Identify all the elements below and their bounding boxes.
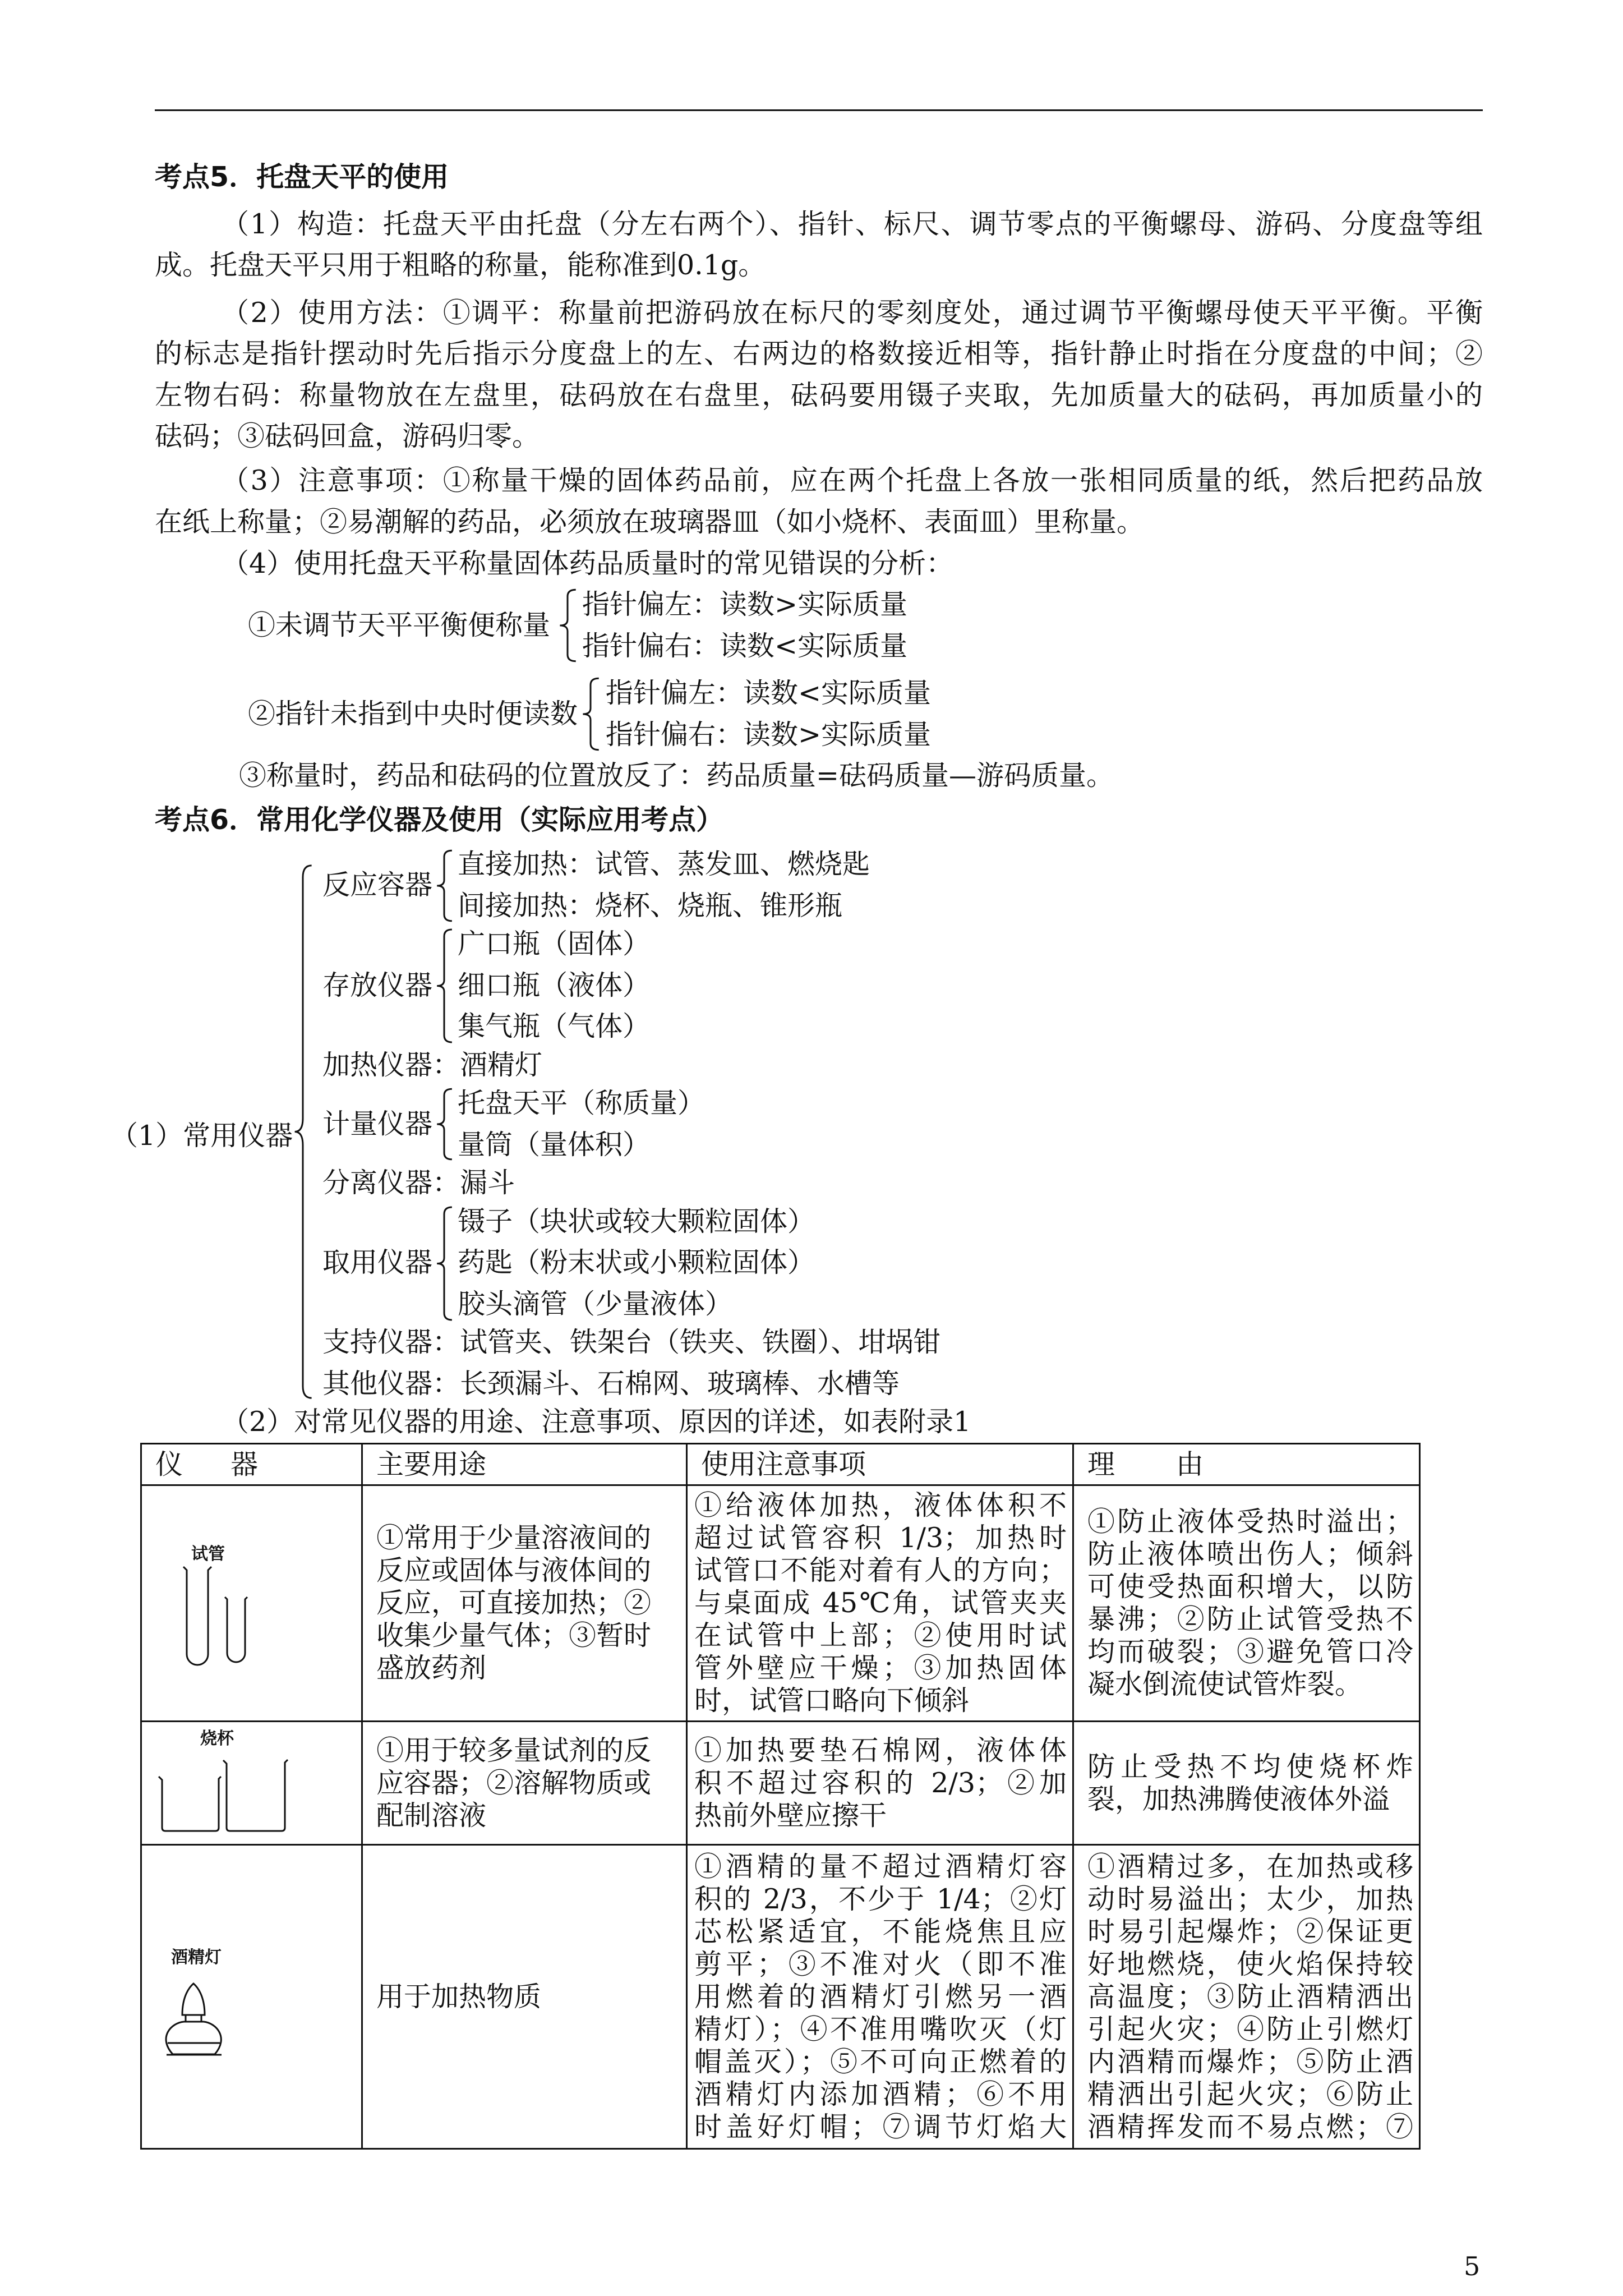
cell-text-line: 高温度；③防止酒精洒出	[1087, 1980, 1413, 2013]
instrument-label: 试管	[191, 1544, 225, 1564]
instrument-table	[140, 1443, 1421, 2150]
cell-text-line: 防止受热不均使烧杯炸	[1087, 1750, 1413, 1783]
cell-text-line: 精洒出引起火灾；⑥防止	[1087, 2078, 1413, 2110]
cell-text-line: 在试管中上部；②使用时试	[694, 1619, 1067, 1651]
paragraph-line: 在纸上称量；②易潮解的药品，必须放在玻璃器皿（如小烧杯、表面皿）里称量。	[155, 506, 1145, 538]
cell-text-line: 剪平；③不准对火（即不准	[694, 1948, 1067, 1980]
cell-text-line: ①酒精的量不超过酒精灯容	[694, 1850, 1067, 1883]
alcohol-lamp-figure	[142, 1846, 361, 2148]
table-row	[141, 1485, 1420, 1722]
header-instrument: 仪 器	[141, 1444, 362, 1485]
test-tube-icon	[142, 1486, 361, 1720]
cell-text-line: 积不超过容积的 2/3；②加	[694, 1766, 1067, 1799]
cell-text-line: 试管口不能对着有人的方向；	[694, 1554, 1067, 1586]
table-row	[141, 1845, 1420, 2149]
tree-item: 直接加热：试管、蒸发皿、燃烧匙	[458, 848, 870, 880]
page-number: 5	[1464, 2251, 1481, 2281]
error-case: 指针偏右：读数>实际质量	[606, 719, 932, 751]
reason-cell	[1073, 1485, 1420, 1722]
tree-item: 胶头滴管（少量液体）	[458, 1288, 733, 1320]
table-header-row	[141, 1444, 1420, 1485]
cell-text-line: 裂，加热沸腾使液体外溢	[1087, 1783, 1390, 1815]
tree-category: 取用仪器	[322, 1246, 433, 1278]
tree-category: 支持仪器：试管夹、铁架台（铁夹、铁圈）、坩埚钳	[322, 1326, 941, 1358]
tree-category: 反应容器	[322, 869, 433, 901]
cell-text-line: 防止液体喷出伤人；倾斜	[1087, 1538, 1413, 1570]
cell-text-line: 配制溶液	[376, 1799, 487, 1832]
tree-item: 药匙（粉末状或小颗粒固体）	[458, 1246, 815, 1278]
cell-text-line: 超过试管容积 1/3；加热时	[694, 1522, 1067, 1554]
error-label: ①未调节天平平衡便称量	[248, 609, 551, 641]
tree-category: 存放仪器	[322, 969, 433, 1001]
alcohol-lamp-icon	[142, 1846, 361, 2148]
section6-title: 考点6．常用化学仪器及使用（实际应用考点）	[155, 804, 724, 836]
brace-icon	[435, 1088, 453, 1160]
cell-text-line: 反应或固体与液体间的	[376, 1554, 652, 1586]
tree-item: 间接加热：烧杯、烧瓶、锥形瓶	[458, 890, 843, 922]
cell-text-line: 芯松紧适宜，不能烧焦且应	[694, 1915, 1067, 1948]
cell-text-line: 用于加热物质	[376, 1980, 542, 2013]
tree-item: 镊子（块状或较大颗粒固体）	[458, 1205, 815, 1237]
header-notes: 使用注意事项	[687, 1444, 1073, 1485]
instrument-cell	[141, 1485, 362, 1722]
tree-item: 细口瓶（液体）	[458, 969, 651, 1001]
cell-text-line: 时，试管口略向下倾斜	[694, 1685, 970, 1717]
notes-cell	[687, 1722, 1073, 1845]
header-rule	[155, 109, 1483, 111]
tree-category: 分离仪器：漏斗	[322, 1167, 515, 1199]
cell-text-line: 酒精挥发而不易点燃；⑦	[1087, 2110, 1413, 2143]
cell-text-line: 好地燃烧，使火焰保持较	[1087, 1948, 1413, 1980]
cell-text-line: 引起火灾；④防止引燃灯	[1087, 2013, 1413, 2045]
cell-text-line: 用燃着的酒精灯引燃另一酒	[694, 1980, 1067, 2013]
cell-text-line: 时易引起爆炸；②保证更	[1087, 1915, 1413, 1948]
cell-text-line: 酒精灯内添加酒精；⑥不用	[694, 2078, 1067, 2110]
paragraph-line: （1）构造：托盘天平由托盘（分左右两个）、指针、标尺、调节零点的平衡螺母、游码、分度盘等组	[222, 208, 1483, 240]
table-row	[141, 1722, 1420, 1845]
tree-root: （1）常用仪器	[110, 1120, 293, 1152]
paragraph-line: 砝码；③砝码回盒，游码归零。	[155, 420, 540, 452]
tree-category: 加热仪器：酒精灯	[322, 1049, 543, 1081]
cell-text-line: 热前外壁应擦干	[694, 1799, 887, 1832]
test-tube-figure	[142, 1486, 361, 1720]
tree-item: 托盘天平（称质量）	[458, 1087, 706, 1119]
paragraph-line: 左物右码：称量物放在左盘里，砝码放在右盘里，砝码要用镊子夹取，先加质量大的砝码，再加质量小的	[155, 379, 1483, 411]
brace-icon	[435, 1206, 453, 1321]
cell-text-line: ①防止液体受热时溢出；	[1087, 1506, 1413, 1538]
tree-item: 广口瓶（固体）	[458, 928, 651, 960]
cell-text-line: ①酒精过多，在加热或移	[1087, 1850, 1413, 1883]
brace-icon	[558, 589, 577, 662]
use-cell	[362, 1485, 687, 1722]
cell-text-line: ①加热要垫石棉网，液体体	[694, 1734, 1067, 1766]
notes-cell	[687, 1845, 1073, 2149]
reason-cell	[1073, 1845, 1420, 2149]
instrument-label: 酒精灯	[171, 1948, 222, 1967]
cell-text-line: 精灯）；④不准用嘴吹灭（灯	[694, 2013, 1067, 2045]
cell-text-line: 收集少量气体；③暂时	[376, 1619, 652, 1651]
brace-icon	[435, 928, 453, 1043]
cell-text-line: 积的 2/3，不少于 1/4；②灯	[694, 1883, 1067, 1915]
cell-text-line: 反应，可直接加热；②	[376, 1587, 652, 1619]
cell-text-line: ①用于较多量试剂的反	[376, 1734, 652, 1766]
cell-text-line: 盛放药剂	[376, 1652, 487, 1684]
cell-text-line: 时盖好灯帽；⑦调节灯焰大	[694, 2110, 1067, 2143]
cell-text-line: 暴沸；②防止试管受热不	[1087, 1603, 1413, 1635]
notes-cell	[687, 1485, 1073, 1722]
cell-text-line: 可使受热面积增大，以防	[1087, 1571, 1413, 1603]
error-label: ②指针未指到中央时便读数	[248, 698, 578, 730]
cell-text-line: 凝水倒流使试管炸裂。	[1087, 1668, 1363, 1700]
header-reason: 理 由	[1073, 1444, 1420, 1485]
cell-text-line: 管外壁应干燥；③加热固体	[694, 1652, 1067, 1684]
cell-text-line: 与桌面成 45℃角，试管夹夹	[694, 1587, 1067, 1619]
paragraph-line: 成。托盘天平只用于粗略的称量，能称准到0.1g。	[155, 249, 766, 281]
cell-text-line: 动时易溢出；太少，加热	[1087, 1883, 1413, 1915]
error-case: 指针偏右：读数<实际质量	[582, 630, 908, 662]
paragraph-line: （3）注意事项：①称量干燥的固体药品前，应在两个托盘上各放一张相同质量的纸，然后把药品放	[222, 464, 1483, 496]
cell-text-line: 均而破裂；③避免管口冷	[1087, 1636, 1413, 1668]
tree-category: 其他仪器：长颈漏斗、石棉网、玻璃棒、水槽等	[322, 1368, 900, 1400]
error-case: 指针偏左：读数<实际质量	[606, 677, 932, 709]
table-intro: （2）对常见仪器的用途、注意事项、原因的详述，如表附录1	[222, 1406, 971, 1438]
paragraph-line: （2）使用方法：①调平：称量前把游码放在标尺的零刻度处，通过调节平衡螺母使天平平衡。平衡	[222, 297, 1483, 329]
use-cell	[362, 1722, 687, 1845]
use-cell	[362, 1845, 687, 2149]
section5-title: 考点5．托盘天平的使用	[155, 161, 449, 193]
tree-category: 计量仪器	[322, 1108, 433, 1140]
brace-icon	[293, 864, 313, 1400]
paragraph-line: ③称量时，药品和砝码的位置放反了：药品质量=砝码质量—游码质量。	[239, 760, 1114, 792]
tree-item: 量筒（量体积）	[458, 1129, 651, 1161]
beaker-icon	[142, 1722, 361, 1844]
tree-item: 集气瓶（气体）	[458, 1010, 651, 1042]
beaker-figure	[142, 1722, 361, 1844]
cell-text-line: 帽盖灭）；⑤不可向正燃着的	[694, 2045, 1067, 2078]
brace-icon	[435, 850, 453, 922]
instrument-cell	[141, 1845, 362, 2149]
cell-text-line: ①给液体加热，液体体积不	[694, 1489, 1067, 1521]
cell-text-line: ①常用于少量溶液间的	[376, 1522, 652, 1554]
error-case: 指针偏左：读数>实际质量	[582, 588, 908, 620]
cell-text-line: 内酒精而爆炸；⑤防止酒	[1087, 2045, 1413, 2078]
header-use: 主要用途	[362, 1444, 687, 1485]
brace-icon	[581, 678, 600, 751]
paragraph-line: （4）使用托盘天平称量固体药品质量时的常见错误的分析：	[222, 547, 954, 579]
instrument-label: 烧杯	[200, 1729, 234, 1749]
reason-cell	[1073, 1722, 1420, 1845]
cell-text-line: 应容器；②溶解物质或	[376, 1766, 652, 1799]
instrument-cell	[141, 1722, 362, 1845]
paragraph-line: 的标志是指针摆动时先后指示分度盘上的左、右两边的格数接近相等，指针静止时指在分度盘的中间；②	[155, 338, 1483, 370]
